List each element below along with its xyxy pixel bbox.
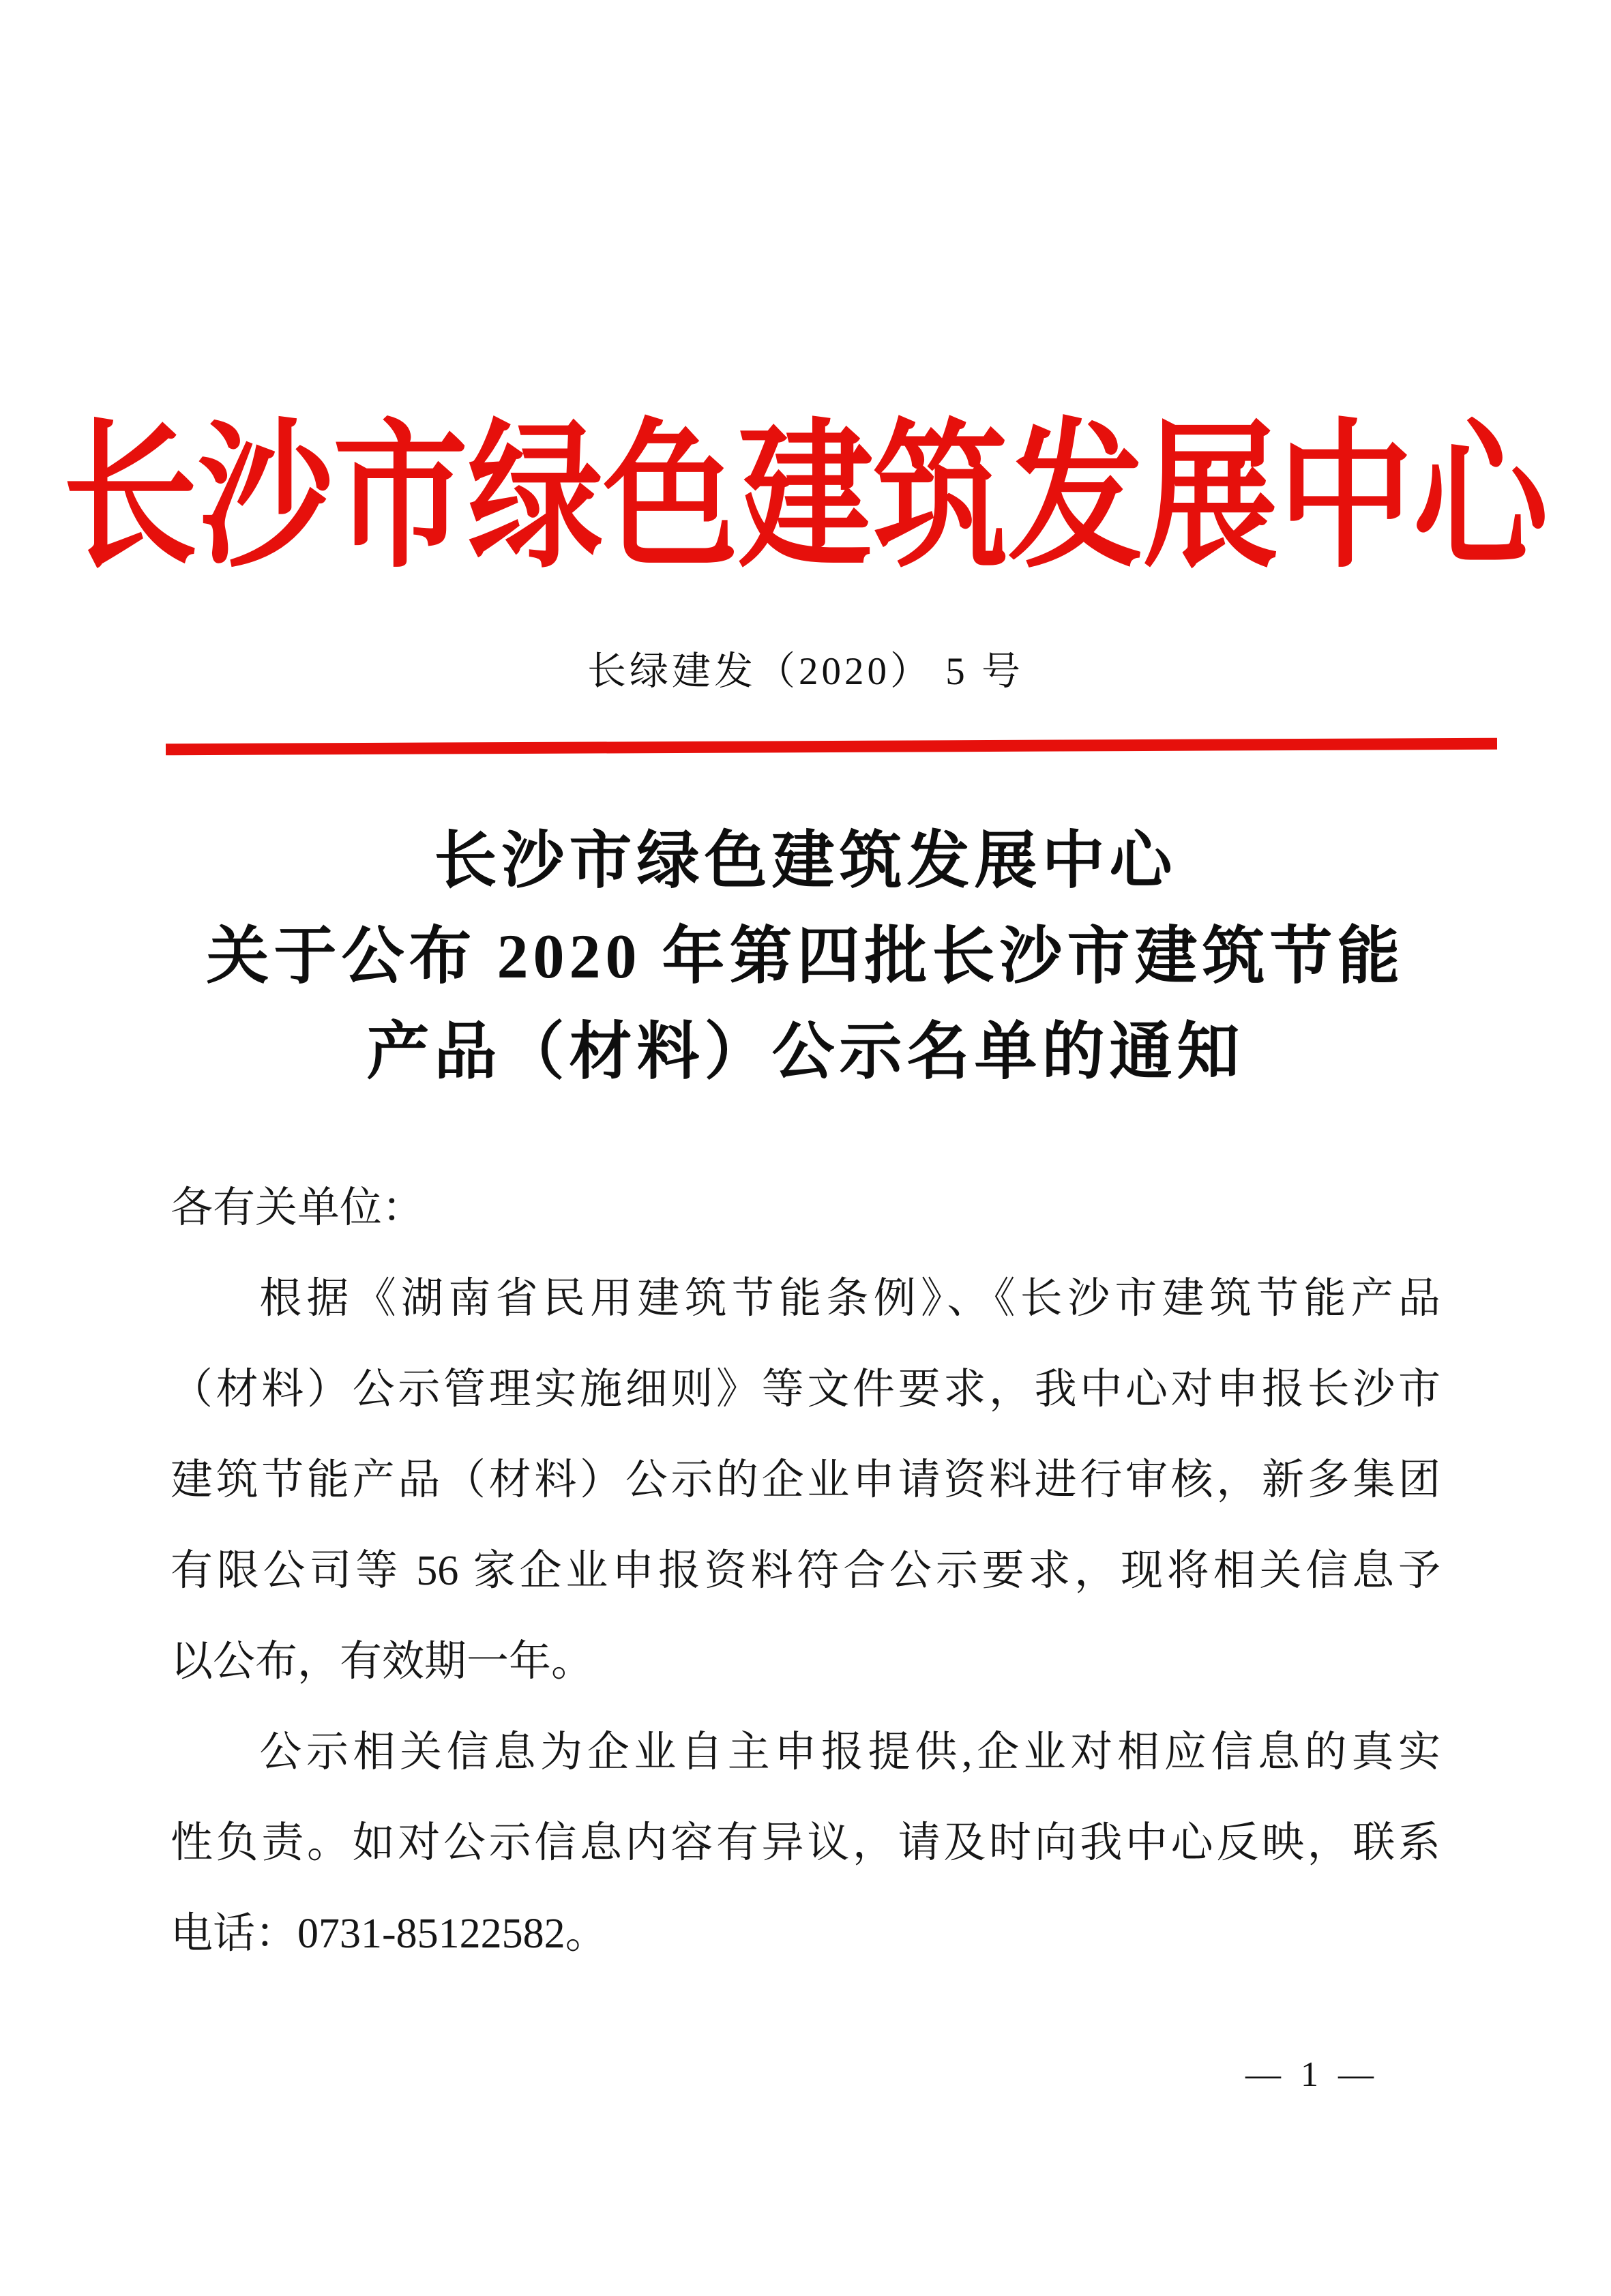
- doc-number: 长绿建发（2020） 5 号: [587, 650, 1024, 693]
- body-line: 电话：0731-85122582。: [171, 1911, 608, 1957]
- page-number: — 1 —: [1245, 2055, 1379, 2094]
- document-body: [171, 1163, 1440, 1979]
- body-line: 以公布，有效期一年。: [171, 1638, 594, 1685]
- body-line: 建筑节能产品（材料）公示的企业申请资料进行审核，新多集团: [171, 1457, 1440, 1503]
- salutation: 各有关单位：: [171, 1185, 425, 1231]
- body-line: 根据《湖南省民用建筑节能条例》、《长沙市建筑节能产品: [259, 1276, 1440, 1322]
- body-line: 性负责。如对公示信息内容有异议，请及时向我中心反映，联系: [171, 1820, 1440, 1866]
- document-title: [0, 813, 1611, 1100]
- body-line: 公示相关信息为企业自主申报提供,企业对相应信息的真实: [259, 1729, 1440, 1776]
- letterhead-title: 长沙市绿色建筑发展中心: [63, 410, 1548, 587]
- red-divider-line: [166, 738, 1497, 756]
- document-title-line: 长沙市绿色建筑发展中心: [434, 826, 1177, 896]
- body-line: 有限公司等 56 家企业申报资料符合公示要求，现将相关信息予: [171, 1548, 1440, 1594]
- body-line: （材料）公示管理实施细则》等文件要求，我中心对申报长沙市: [171, 1366, 1440, 1413]
- document-title-line: 关于公布 2020 年第四批长沙市建筑节能: [206, 922, 1405, 991]
- document-title-line: 产品（材料）公示名单的通知: [366, 1017, 1245, 1087]
